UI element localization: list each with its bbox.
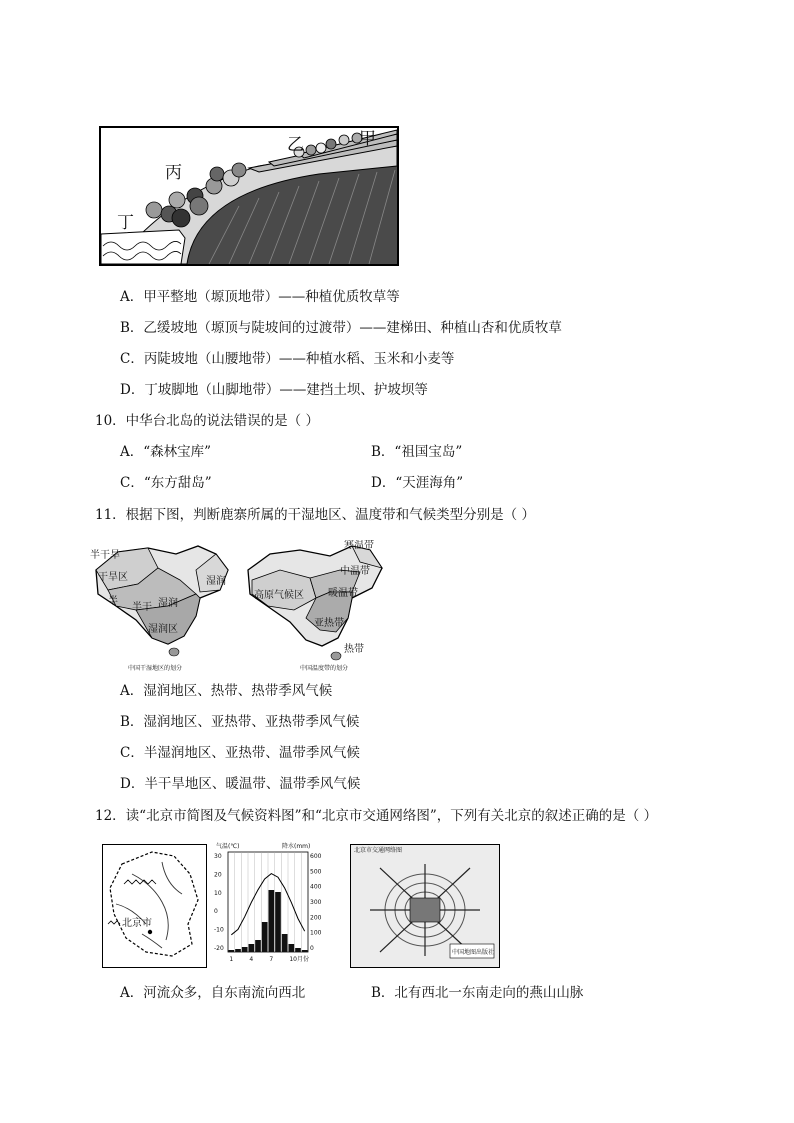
month-tick-label: 10月份: [289, 956, 309, 963]
temp-tick-label: 0: [214, 908, 218, 916]
precip-tick-label: 500: [310, 868, 322, 876]
temp-tick-label: -10: [214, 926, 224, 934]
q9-option-c: C．丙陡坡地（山腰地带）——种植水稻、玉米和小麦等: [120, 351, 455, 367]
dry-wet-regions-map: [88, 540, 238, 674]
precipitation-bar: [262, 922, 268, 952]
precipitation-bar: [302, 950, 308, 952]
temp-tick-label: -20: [214, 945, 224, 952]
precip-tick-label: 200: [310, 914, 322, 922]
q9-option-b: B．乙缓坡地（塬顶与陡坡间的过渡带）——建梯田、种植山杏和优质牧草: [120, 320, 562, 336]
temp-tick-label: 10: [214, 889, 222, 897]
map2-caption: 中国温度带的划分: [300, 665, 349, 672]
precipitation-bar: [249, 944, 255, 952]
q9-option-a: A．甲平整地（塬顶地带）——种植优质牧草等: [120, 289, 400, 305]
beijing-traffic-map: [350, 844, 500, 968]
precipitation-bar: [295, 948, 301, 952]
q12-option-a: A．河流众多，自东南流向西北: [120, 985, 306, 1001]
q11-option-d: D．半干旱地区、暖温带、温带季风气候: [120, 776, 361, 792]
precip-tick-label: 300: [310, 899, 322, 906]
map2-label-cold-temperate: 寒温带: [344, 540, 374, 551]
label-jia: 甲: [359, 129, 376, 149]
label-yi: 乙: [287, 135, 304, 155]
q11-option-b: B．湿润地区、亚热带、亚热带季风气候: [120, 714, 360, 730]
map1-label-semi-2: 半干: [132, 602, 152, 613]
temp-tick-label: 20: [214, 871, 222, 879]
beijing-climate-chart: [212, 840, 332, 970]
q10-option-c: C．“东方甜岛”: [120, 475, 212, 491]
precip-tick-label: 400: [310, 883, 322, 891]
map1-label-semiarid: 半干旱: [90, 550, 120, 561]
map2-label-warm-temperate: 暖温带: [328, 588, 358, 599]
q10-stem: 10．中华台北岛的说法错误的是（ ）: [95, 413, 319, 429]
precipitation-bar: [275, 892, 281, 952]
precipitation-bar: [229, 950, 235, 952]
month-tick-label: 7: [269, 956, 274, 963]
q10-option-a: A．“森林宝库”: [120, 444, 212, 460]
map2-label-tropical: 热带: [344, 644, 364, 655]
q11-option-c: C．半湿润地区、亚热带、温带季风气候: [120, 745, 360, 761]
q11-option-a: A．湿润地区、热带、热带季风气候: [120, 683, 333, 699]
precipitation-bar: [282, 934, 288, 952]
map1-label-wet-1: 湿润: [158, 598, 178, 609]
map1-label-semi-1: 半: [108, 596, 118, 607]
precipitation-bar: [235, 949, 241, 952]
temp-axis-label: 气温(℃): [216, 843, 240, 850]
temp-tick-label: 30: [214, 853, 222, 860]
loess-terrain-figure: [99, 126, 399, 266]
traffic-map-stamp: 中国地图出版社: [452, 949, 495, 956]
month-tick-label: 4: [249, 956, 254, 963]
precipitation-bar: [242, 947, 248, 952]
precip-tick-label: 100: [310, 929, 322, 937]
beijing-city-label: 北京市: [122, 918, 152, 929]
map1-label-wet-region: 湿润区: [148, 624, 178, 635]
month-tick-label: 1: [229, 956, 234, 963]
map2-label-subtropical: 亚热带: [314, 618, 344, 629]
label-bing: 丙: [165, 163, 182, 183]
map1-label-wet-2: 湿润: [206, 576, 226, 587]
traffic-map-title: 北京市交通网络图: [354, 847, 403, 854]
q12-option-b: B．北有西北一东南走向的燕山山脉: [371, 985, 584, 1001]
precipitation-bar: [269, 890, 275, 952]
map2-label-plateau: 高原气候区: [254, 590, 304, 601]
precip-tick-label: 0: [310, 945, 314, 952]
map1-caption: 中国干湿地区的划分: [128, 665, 183, 672]
q11-stem: 11．根据下图，判断鹿寨所属的干湿地区、温度带和气候类型分别是（ ）: [95, 507, 535, 523]
q12-stem: 12．读“北京市简图及气候资料图”和“北京市交通网络图”，下列有关北京的叙述正确的是（ ）: [95, 808, 658, 824]
precipitation-bar: [289, 944, 295, 952]
map1-label-arid: 干旱区: [98, 572, 128, 583]
map2-label-mid-temperate: 中温带: [340, 566, 370, 577]
precipitation-bar: [255, 940, 261, 952]
q10-option-d: D．“天涯海角”: [371, 475, 464, 491]
label-ding: 丁: [117, 213, 134, 233]
temperature-zones-map: [240, 540, 388, 674]
q9-option-d: D．丁坡脚地（山脚地带）——建挡土坝、护坡坝等: [120, 382, 428, 398]
q10-option-b: B．“祖国宝岛”: [371, 444, 463, 460]
precip-tick-label: 600: [310, 853, 322, 860]
precip-axis-label: 降水(mm): [282, 843, 311, 850]
beijing-sketch-map: [102, 844, 207, 968]
